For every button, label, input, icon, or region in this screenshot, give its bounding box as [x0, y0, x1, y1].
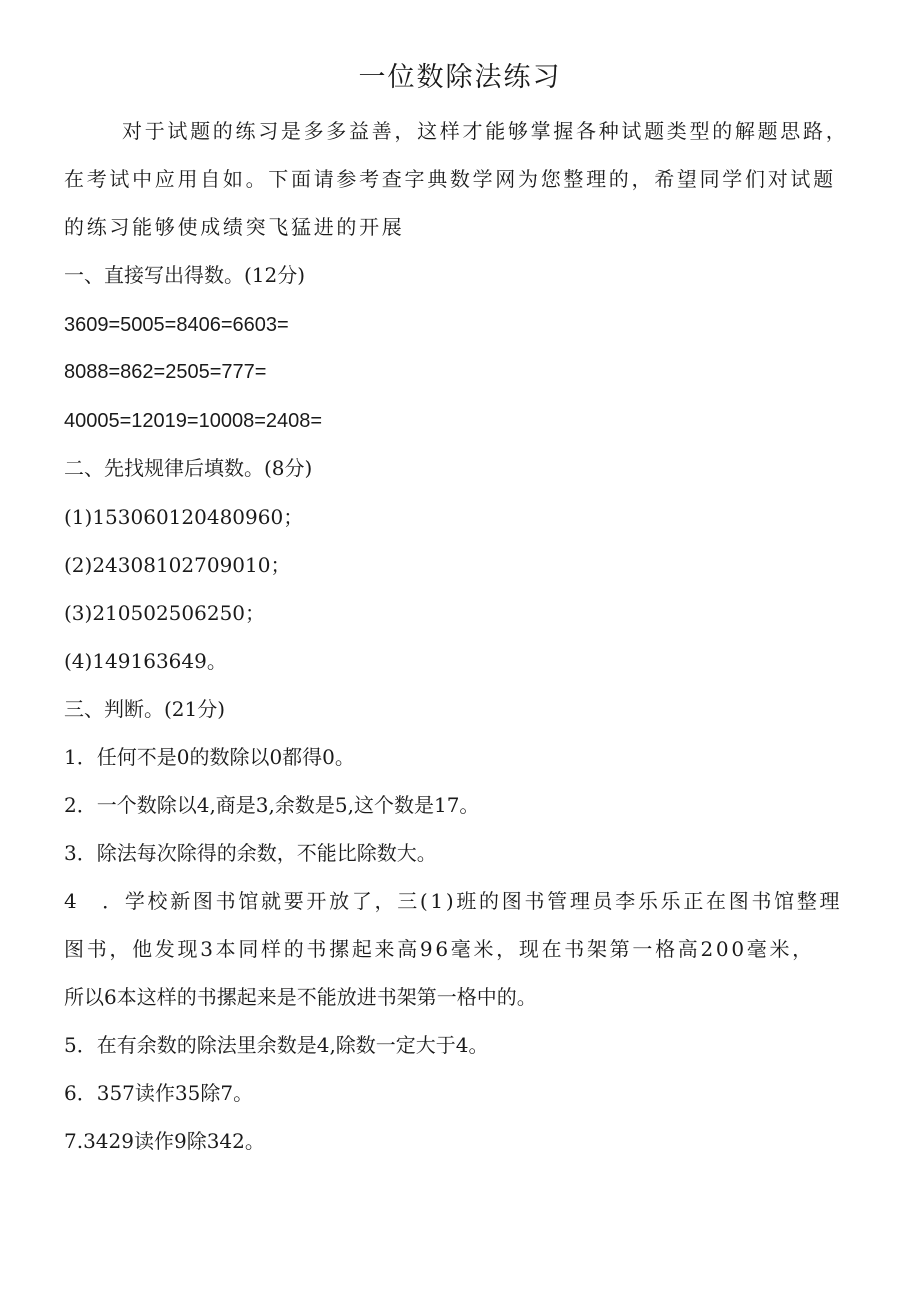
section-3-item-1: 1．任何不是0的数除以0都得0。	[64, 745, 355, 769]
section-3-item-7: 7.3429读作9除342。	[64, 1129, 265, 1153]
intro-line-1: 对于试题的练习是多多益善，这样才能够掌握各种试题类型的解题思路，	[122, 119, 849, 143]
section-2-item-2: (2)24308102709010；	[64, 553, 291, 577]
section-3-item-5: 5．在有余数的除法里余数是4,除数一定大于4。	[64, 1033, 489, 1057]
section-3-item-3: 3．除法每次除得的余数，不能比除数大。	[64, 841, 437, 865]
section-2-item-3: (3)210502506250；	[64, 601, 266, 625]
intro-line-3: 的练习能够使成绩突飞猛进的开展	[64, 215, 405, 239]
section-1-row-3: 40005=12019=10008=2408=	[64, 410, 323, 432]
section-3-item-4-line-3: 所以6本这样的书摞起来是不能放进书架第一格中的。	[64, 985, 537, 1009]
section-1-row-2: 8088=862=2505=777=	[64, 361, 267, 383]
section-1-heading: 一、直接写出得数。(12分)	[64, 263, 306, 287]
section-3-item-4-line-1: 4 ．学校新图书馆就要开放了，三(1)班的图书管理员李乐乐正在图书馆整理	[64, 889, 843, 913]
section-3-item-6: 6．357读作35除7。	[64, 1081, 254, 1105]
section-2-item-1: (1)153060120480960；	[64, 505, 304, 529]
section-2-item-4: (4)149163649。	[64, 649, 227, 673]
page-title: 一位数除法练习	[358, 62, 562, 93]
intro-line-2: 在考试中应用自如。下面请参考查字典数学网为您整理的，希望同学们对试题	[64, 167, 836, 191]
section-3-item-2: 2．一个数除以4,商是3,余数是5,这个数是17。	[64, 793, 480, 817]
section-1-row-1: 3609=5005=8406=6603=	[64, 314, 289, 336]
section-3-heading: 三、判断。(21分)	[64, 697, 226, 721]
section-2-heading: 二、先找规律后填数。(8分)	[64, 456, 313, 480]
section-3-item-4-line-2: 图书，他发现3本同样的书摞起来高96毫米，现在书架第一格高200毫米，	[64, 937, 815, 961]
